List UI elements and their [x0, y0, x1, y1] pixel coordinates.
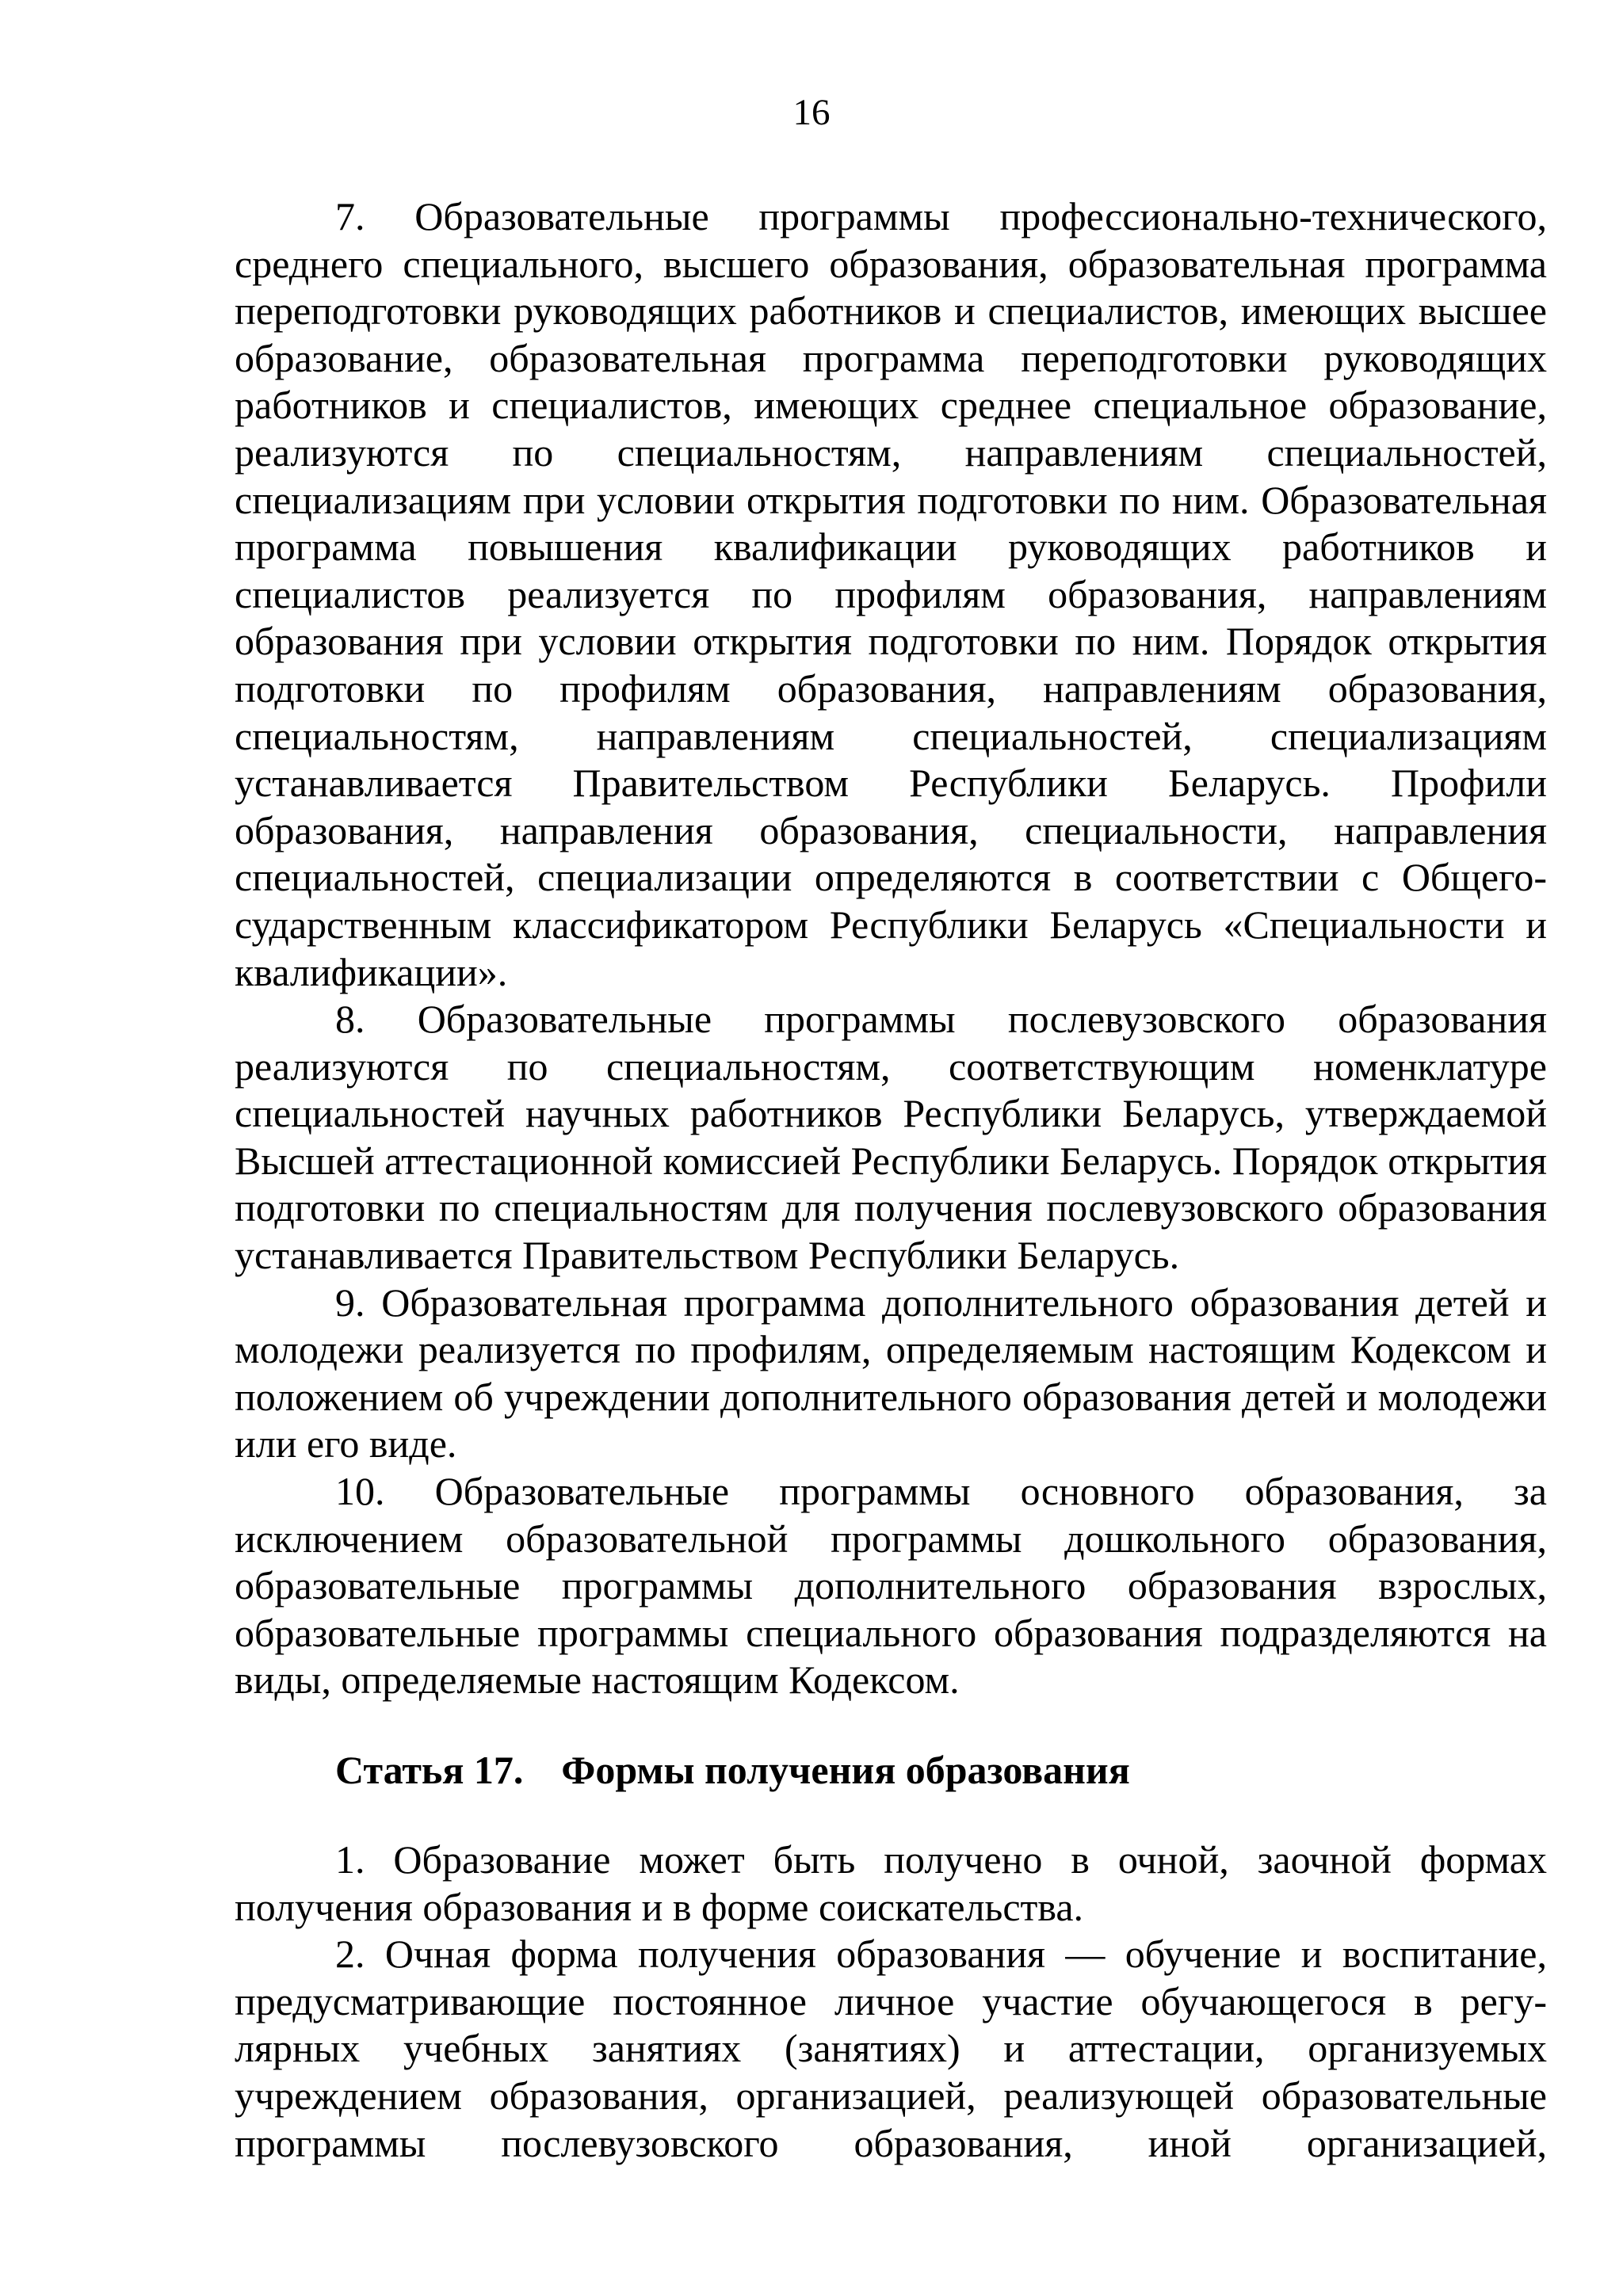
document-body — [235, 193, 1547, 2167]
article-heading — [235, 1746, 1547, 1794]
paragraph-item-10: 10. Образовательные программы основного образования, за исключением образовательной программы дошкольного образования, образовательные программы дополнительного образования взрослых, образовательные программы специального образования подразделяются на виды, определяемые настоящим Кодексом. — [235, 1469, 1547, 1703]
article-title: Формы получения образования — [561, 1748, 1130, 1792]
paragraph-item-9: 9. Образовательная программа дополнительного образования детей и молодежи реализуется по профилям, определяемым настоящим Кодексом и положением об учреждении дополнительного образования детей и молодежи или его виде. — [235, 1280, 1547, 1466]
paragraph-item-8: 8. Образовательные программы послевузовского образования реализуются по специальностям, соответствующим номенклатуре специальностей научных работников Республики Беларусь, утверждаемой Высшей аттестационной комиссией Республики Беларусь. Порядок открытия подготовки по специальностям для получения послевузовского образования устанавливается Правительством Республики Беларусь. — [235, 997, 1547, 1278]
page-number: 16 — [792, 92, 831, 133]
paragraph-item-7: 7. Образовательные программы профессионально-технического, среднего специального, высшего образования, образовательная программа переподготовки руководящих работников и специалистов, имеющих высшее образование, образовательная программа переподготовки руководящих работников и специалистов, имеющих среднее специальное образование, реализуются по специальностям, направлениям специальностей, специализациям при условии открытия подготовки по ним. Образовательная программа повышения квалификации руководящих работников и специалистов реализуется по профилям образования, направлениям образования при условии открытия подготовки по ним. Порядок открытия подготовки по профилям образования, направлениям образования, специальностям, направлениям специальностей, специализациям устанавливается Правительством Республики Беларусь. Профили образования, направления образования, специальности, направления специальностей, специализации определяются в соответствии с Общегосударственным классификатором Республики Беларусь «Специальности и квалификации». — [235, 194, 1547, 994]
article-number: Статья 17. — [335, 1748, 524, 1792]
paragraph-item-2: 2. Очная форма получения образования — обучение и воспитание, предусматривающие постоянное личное участие обучающегося в регулярных учебных занятиях (занятиях) и аттестации, организуемых учреждением образования, организацией, реализующей образовательные программы послевузовского образования, иной организацией, — [235, 1932, 1547, 2165]
paragraph-item-1: 1. Образование может быть получено в очной, заочной формах получения образования и в форме соискательства. — [235, 1837, 1547, 1929]
